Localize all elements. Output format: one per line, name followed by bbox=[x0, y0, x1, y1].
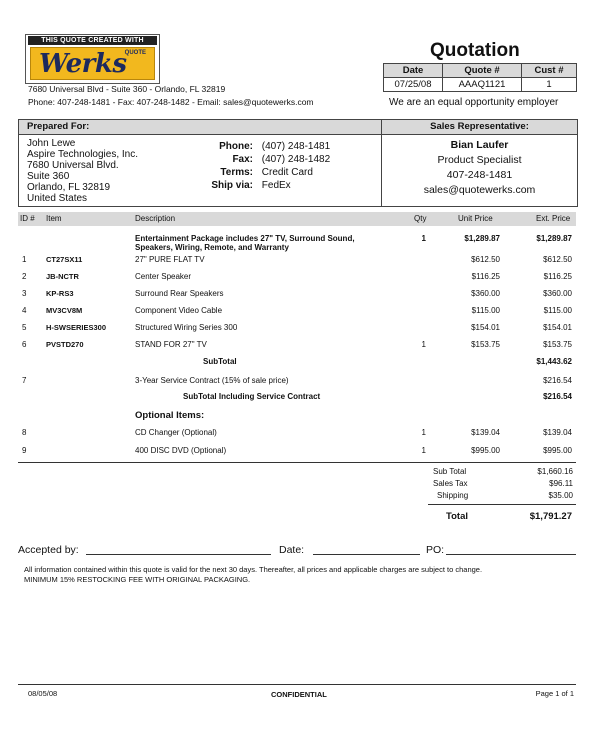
row-ext: $154.01 bbox=[543, 323, 572, 332]
customer-fields bbox=[191, 140, 330, 192]
quote-cust: 1 bbox=[522, 78, 577, 92]
logo-tagline: THIS QUOTE CREATED WITH bbox=[28, 36, 157, 45]
row-item: CT27SX11 bbox=[46, 255, 83, 264]
date-field[interactable] bbox=[313, 554, 420, 555]
table-row bbox=[18, 272, 576, 288]
quote-number: AAAQ1121 bbox=[443, 78, 522, 92]
field-value: (407) 248-1482 bbox=[261, 154, 331, 165]
subtotal-service-value: $216.54 bbox=[543, 392, 572, 401]
footer-confidential: CONFIDENTIAL bbox=[271, 690, 327, 699]
document-title: Quotation bbox=[430, 40, 520, 61]
col-description: Description bbox=[135, 214, 176, 223]
row-id: 2 bbox=[22, 272, 27, 281]
field-value: (407) 248-1481 bbox=[261, 141, 331, 152]
row-ext: $139.04 bbox=[543, 428, 572, 437]
field-label: Phone: bbox=[219, 141, 253, 152]
package-unit: $1,289.87 bbox=[464, 234, 500, 243]
package-row bbox=[18, 234, 576, 254]
accepted-by-label: Accepted by: bbox=[18, 544, 79, 556]
parties-box bbox=[18, 119, 578, 207]
totals-divider bbox=[428, 504, 576, 505]
quote-header-cust: Cust # bbox=[522, 64, 577, 78]
totals-block bbox=[400, 467, 576, 503]
row-desc: 400 DISC DVD (Optional) bbox=[135, 446, 227, 455]
logo-brand: Werks bbox=[39, 49, 127, 79]
field-label: Ship via: bbox=[211, 180, 253, 191]
company-contact: Phone: 407-248-1481 - Fax: 407-248-1482 - Email: sales@quotewerks.com bbox=[28, 97, 314, 107]
grand-total-label: Total bbox=[446, 511, 468, 522]
row-ext: $115.00 bbox=[543, 306, 572, 315]
col-id: ID # bbox=[20, 214, 35, 223]
row-desc: CD Changer (Optional) bbox=[135, 428, 217, 437]
package-desc-line1: Entertainment Package includes 27" TV, Surround Sound, bbox=[135, 234, 355, 243]
field-value: FedEx bbox=[261, 180, 291, 191]
accepted-by-field[interactable] bbox=[86, 554, 271, 555]
totals-value: $1,660.16 bbox=[537, 467, 573, 476]
row-qty: 1 bbox=[421, 340, 426, 349]
row-desc: Surround Rear Speakers bbox=[135, 289, 224, 298]
customer-line: Suite 360 bbox=[27, 171, 70, 182]
row-unit: $139.04 bbox=[471, 428, 500, 437]
row-unit: $995.00 bbox=[471, 446, 500, 455]
quote-date: 07/25/08 bbox=[384, 78, 443, 92]
sales-rep-details bbox=[382, 138, 577, 198]
customer-line: 7680 Universal Blvd. bbox=[27, 160, 119, 171]
table-row bbox=[18, 340, 576, 356]
row-qty: 1 bbox=[421, 446, 426, 455]
row-item: PVSTD270 bbox=[46, 340, 84, 349]
row-unit: $360.00 bbox=[471, 289, 500, 298]
footer-page: Page 1 of 1 bbox=[535, 689, 574, 698]
row-id: 8 bbox=[22, 428, 27, 437]
row-ext: $116.25 bbox=[543, 272, 572, 281]
table-row bbox=[18, 289, 576, 305]
logo-badge bbox=[30, 47, 155, 80]
subtotal-label: SubTotal bbox=[203, 357, 237, 366]
items-end-divider bbox=[18, 462, 576, 463]
quote-header-date: Date bbox=[384, 64, 443, 78]
field-value: Credit Card bbox=[261, 167, 313, 178]
package-ext: $1,289.87 bbox=[536, 234, 572, 243]
optional-items-label: Optional Items: bbox=[135, 410, 205, 421]
quote-header-number: Quote # bbox=[443, 64, 522, 78]
row-unit: $116.25 bbox=[471, 272, 500, 281]
sales-rep-title: Product Specialist bbox=[437, 154, 522, 166]
row-desc: Center Speaker bbox=[135, 272, 192, 281]
col-ext-price: Ext. Price bbox=[536, 214, 571, 223]
table-row bbox=[18, 323, 576, 339]
row-item: JB-NCTR bbox=[46, 272, 79, 281]
table-row bbox=[18, 306, 576, 322]
row-item: MV3CV8M bbox=[46, 306, 83, 315]
sales-rep-phone: 407-248-1481 bbox=[446, 169, 513, 181]
col-unit-price: Unit Price bbox=[458, 214, 493, 223]
field-label: Terms: bbox=[220, 167, 253, 178]
service-id: 7 bbox=[22, 376, 27, 385]
row-id: 5 bbox=[22, 323, 27, 332]
row-desc: 27" PURE FLAT TV bbox=[135, 255, 205, 264]
quote-info-table bbox=[383, 63, 577, 92]
footer-divider bbox=[18, 684, 576, 685]
row-ext: $612.50 bbox=[543, 255, 572, 264]
row-item: H-SWSERIES300 bbox=[46, 323, 107, 332]
po-field[interactable] bbox=[446, 554, 576, 555]
customer-line: Aspire Technologies, Inc. bbox=[27, 149, 138, 160]
row-desc: Component Video Cable bbox=[135, 306, 223, 315]
service-row bbox=[18, 376, 576, 392]
totals-label: Shipping bbox=[437, 491, 469, 500]
sales-rep-name: Bian Laufer bbox=[450, 139, 509, 151]
row-id: 1 bbox=[22, 255, 27, 264]
row-id: 4 bbox=[22, 306, 27, 315]
service-ext: $216.54 bbox=[543, 376, 572, 385]
row-unit: $154.01 bbox=[471, 323, 500, 332]
footer-date: 08/05/08 bbox=[28, 689, 58, 698]
row-unit: $612.50 bbox=[471, 255, 500, 264]
row-id: 9 bbox=[22, 446, 27, 455]
customer-line: John Lewe bbox=[27, 138, 76, 149]
sales-rep-email: sales@quotewerks.com bbox=[423, 184, 536, 196]
field-label: Fax: bbox=[232, 154, 253, 165]
sales-rep-header bbox=[382, 120, 577, 135]
prepared-for-label: Prepared For: bbox=[27, 121, 90, 132]
sales-rep-label: Sales Representative: bbox=[430, 121, 529, 132]
col-item: Item bbox=[46, 214, 62, 223]
grand-total-value: $1,791.27 bbox=[529, 511, 572, 522]
table-row bbox=[18, 446, 576, 462]
table-row bbox=[18, 255, 576, 271]
subtotal-value: $1,443.62 bbox=[536, 357, 572, 366]
customer-line: United States bbox=[27, 193, 88, 204]
totals-value: $35.00 bbox=[548, 491, 573, 500]
customer-line: Orlando, FL 32819 bbox=[27, 182, 111, 193]
company-logo bbox=[25, 34, 160, 84]
row-unit: $153.75 bbox=[471, 340, 500, 349]
table-row bbox=[18, 428, 576, 444]
row-unit: $115.00 bbox=[471, 306, 500, 315]
row-desc: STAND FOR 27" TV bbox=[135, 340, 207, 349]
terms-line2: MINIMUM 15% RESTOCKING FEE WITH ORIGINAL PACKAGING. bbox=[24, 575, 251, 584]
date-label: Date: bbox=[279, 544, 305, 556]
service-desc: 3-Year Service Contract (15% of sale price) bbox=[135, 376, 289, 385]
row-qty: 1 bbox=[421, 428, 426, 437]
subtotal-row bbox=[18, 357, 576, 373]
totals-label: Sales Tax bbox=[433, 479, 468, 488]
package-qty: 1 bbox=[421, 234, 426, 243]
row-ext: $995.00 bbox=[543, 446, 572, 455]
subtotal-service-label: SubTotal Including Service Contract bbox=[183, 392, 321, 401]
row-ext: $360.00 bbox=[543, 289, 572, 298]
po-label: PO: bbox=[426, 544, 445, 556]
customer-address bbox=[27, 138, 138, 204]
package-desc-line2: Speakers, Wiring, Remote, and Warranty bbox=[135, 243, 289, 252]
row-ext: $153.75 bbox=[543, 340, 572, 349]
prepared-for-header bbox=[19, 120, 381, 135]
subtotal-service-row bbox=[18, 392, 576, 408]
totals-value: $96.11 bbox=[549, 479, 573, 488]
row-desc: Structured Wiring Series 300 bbox=[135, 323, 238, 332]
totals-label: Sub Total bbox=[433, 467, 467, 476]
items-header bbox=[18, 212, 576, 226]
row-id: 6 bbox=[22, 340, 27, 349]
terms-line1: All information contained within this quote is valid for the next 30 days. Thereafter, all prices and applicable charges are subject to change. bbox=[24, 565, 483, 574]
col-qty: Qty bbox=[414, 214, 427, 223]
employer-note: We are an equal opportunity employer bbox=[389, 97, 559, 108]
row-item: KP-RS3 bbox=[46, 289, 74, 298]
row-id: 3 bbox=[22, 289, 27, 298]
company-address: 7680 Universal Blvd - Suite 360 - Orlando, FL 32819 bbox=[28, 84, 226, 94]
logo-brand-prefix: QUOTE bbox=[124, 50, 146, 56]
